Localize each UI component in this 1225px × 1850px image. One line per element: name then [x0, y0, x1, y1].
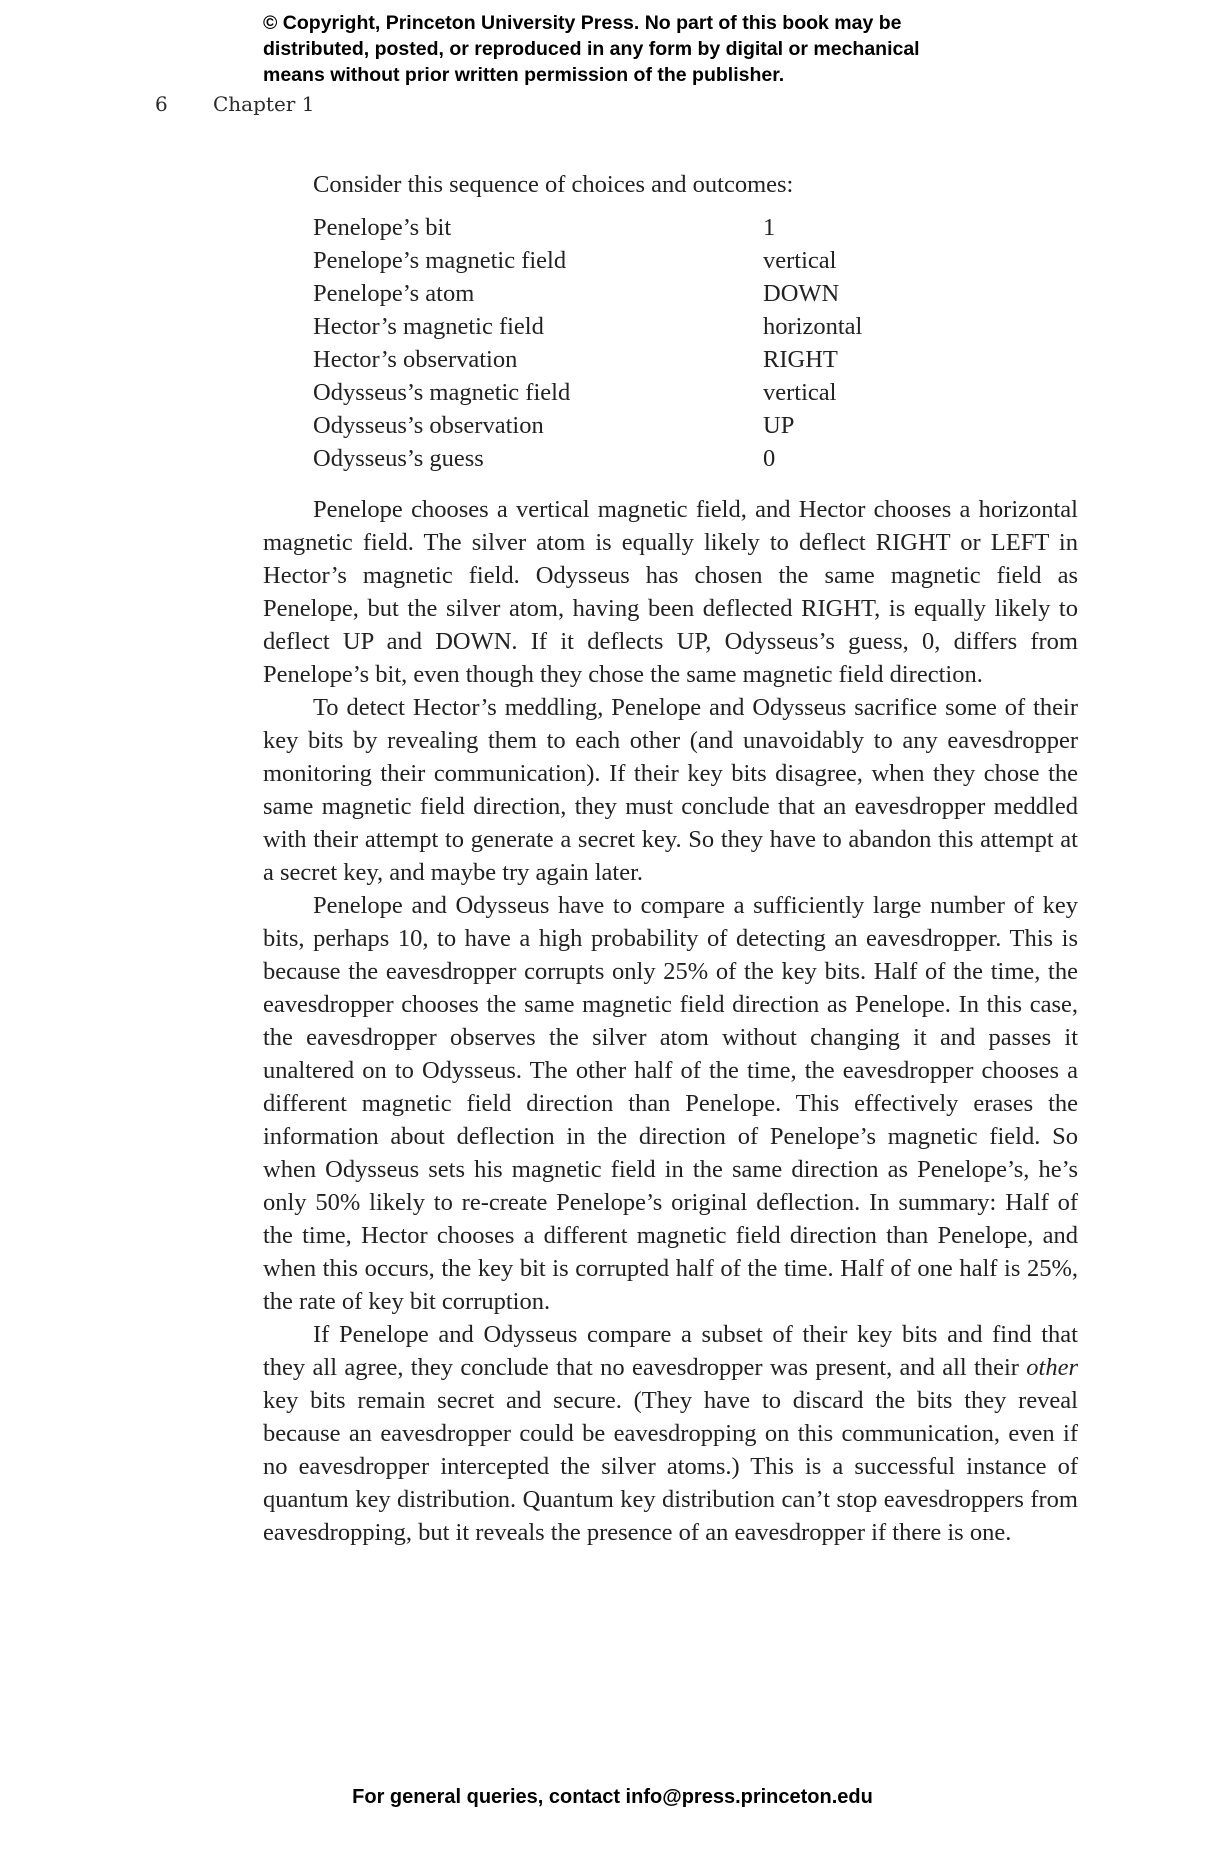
copyright-line: distributed, posted, or reproduced in any form by digital or mechanical: [263, 38, 920, 60]
table-row: [313, 343, 862, 376]
copyright-line: © Copyright, Princeton University Press. No part of this book may be: [263, 12, 902, 34]
emphasis-text: other: [1026, 1354, 1078, 1381]
row-value: vertical: [763, 247, 837, 274]
footer-contact: For general queries, contact info@press.princeton.edu: [352, 1786, 873, 1808]
body-paragraph: Penelope chooses a vertical magnetic field, and Hector chooses a horizontal magnetic field. The silver atom is equally likely to deflect RIGHT or LEFT in Hector’s magnetic field. Odysseus has chosen the same magnetic field as Penelope, but the silver atom, having been deflected RIGHT, is equally likely to deflect UP and DOWN. If it deflects UP, Odysseus’s guess, 0, differs from Penelope’s bit, even though they chose the same magnetic field direction.: [263, 496, 1078, 688]
row-value: RIGHT: [763, 346, 838, 373]
copyright-line: means without prior written permission of the publisher.: [263, 64, 785, 86]
row-value: UP: [763, 412, 795, 439]
row-value: vertical: [763, 379, 837, 406]
table-row: [313, 211, 862, 244]
row-label: Odysseus’s magnetic field: [313, 379, 571, 406]
running-head: [155, 92, 314, 116]
page-number: 6: [155, 92, 168, 116]
intro-text: Consider this sequence of choices and outcomes:: [313, 171, 794, 198]
table-row: [313, 244, 862, 277]
row-value: horizontal: [763, 313, 863, 340]
row-label: Hector’s magnetic field: [313, 313, 544, 340]
body-paragraph: Penelope and Odysseus have to compare a sufficiently large number of key bits, perhaps 10, to have a high probability of detecting an eavesdropper. This is because the eavesdropper corrupts only 25% of the key bits. Half of the time, the eavesdropper chooses the same magnetic field direction as Penelope. In this case, the eavesdropper observes the silver atom without changing it and passes it unaltered on to Odysseus. The other half of the time, the eavesdropper chooses a different magnetic field direction than Penelope. This effectively erases the information about deflection in the direction of Penelope’s magnetic field. So when Odysseus sets his magnetic field in the same direction as Penelope’s, he’s only 50% likely to re-create Penelope’s original deflection. In summary: Half of the time, Hector chooses a different magnetic field direction than Penelope, and when this occurs, the key bit is corrupted half of the time. Half of one half is 25%, the rate of key bit corruption.: [263, 892, 1078, 1315]
body-paragraph: [263, 1318, 1078, 1549]
row-label: Penelope’s magnetic field: [313, 247, 567, 274]
chapter-title: Chapter 1: [213, 92, 315, 116]
paragraph-text: If Penelope and Odysseus compare a subset of their key bits and find that they all agree, they conclude that no eavesdropper was present, and all their: [263, 1321, 1078, 1381]
row-label: Penelope’s atom: [313, 280, 475, 307]
sequence-table: [313, 211, 862, 475]
row-label: Hector’s observation: [313, 346, 518, 373]
row-label: Odysseus’s guess: [313, 445, 484, 472]
row-label: Odysseus’s observation: [313, 412, 544, 439]
table-row: [313, 442, 862, 475]
row-value: 1: [763, 214, 776, 241]
table-row: [313, 310, 862, 343]
table-row: [313, 409, 862, 442]
body-paragraph: To detect Hector’s meddling, Penelope and Odysseus sacrifice some of their key bits by revealing them to each other (and unavoidably to any eavesdropper monitoring their communication). If their key bits disagree, when they chose the same magnetic field direction, they must conclude that an eavesdropper meddled with their attempt to generate a secret key. So they have to abandon this attempt at a secret key, and maybe try again later.: [263, 694, 1078, 886]
row-value: 0: [763, 445, 776, 472]
copyright-notice: [263, 10, 983, 88]
table-row: [313, 376, 862, 409]
paragraph-text: key bits remain secret and secure. (They have to discard the bits they reveal because an eavesdropper could be eavesdropping on this communication, even if no eavesdropper intercepted the silver atoms.) This is a successful instance of quantum key distribution. Quantum key distribution can’t stop eavesdroppers from eavesdropping, but it reveals the presence of an eavesdropper if there is one.: [263, 1387, 1078, 1546]
row-value: DOWN: [763, 280, 840, 307]
page-body: [263, 168, 1078, 1549]
table-row: [313, 277, 862, 310]
row-label: Penelope’s bit: [313, 214, 452, 241]
